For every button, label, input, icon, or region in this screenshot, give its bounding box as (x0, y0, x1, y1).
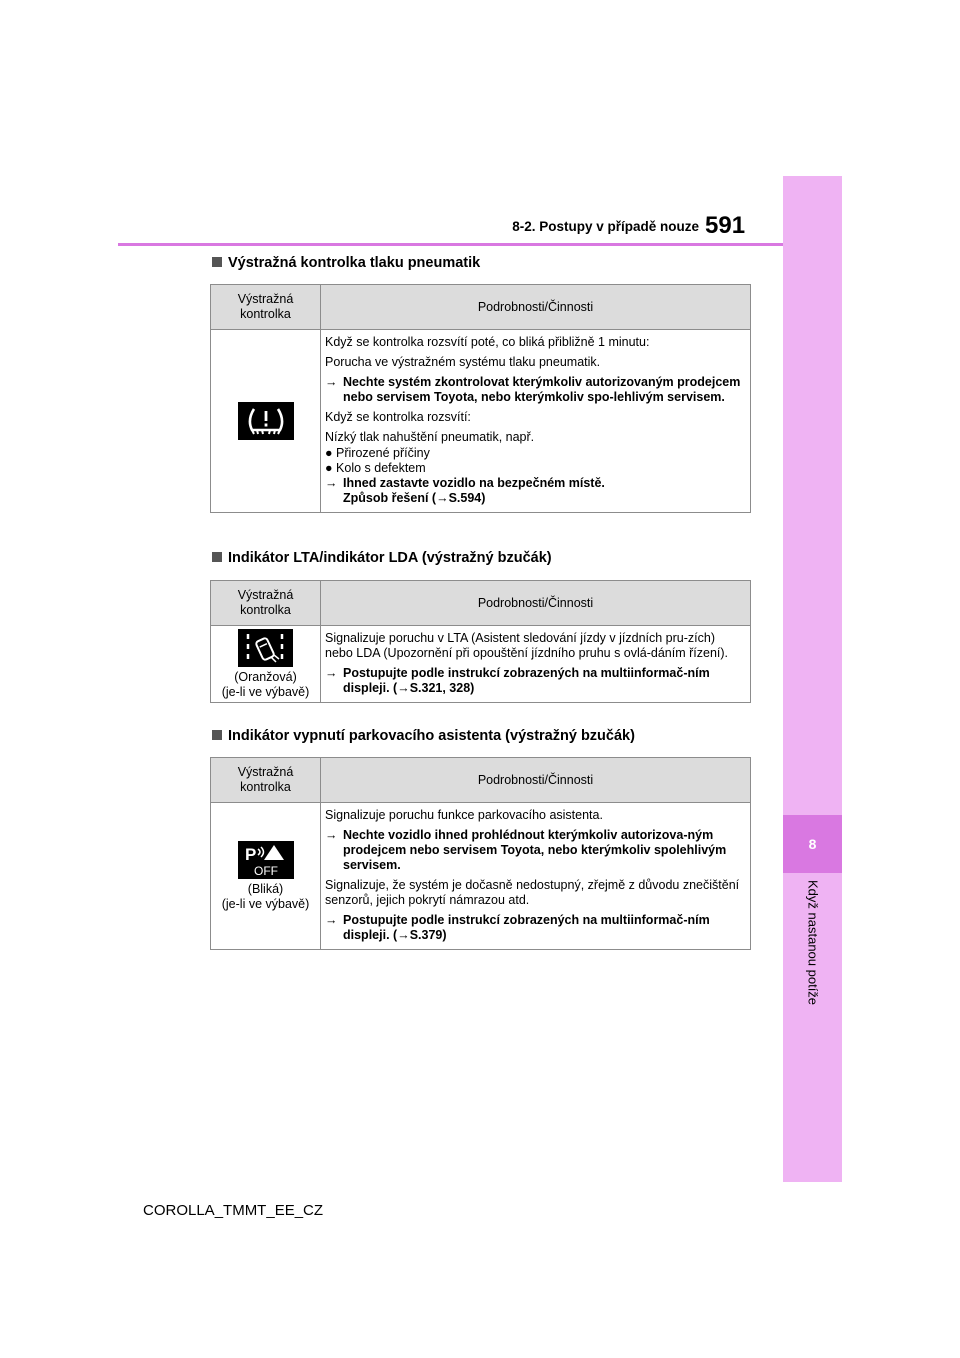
chapter-label-text: Když nastanou potíže (805, 880, 821, 1006)
table-header-row (211, 758, 751, 803)
table-row (211, 626, 751, 703)
table-header-row (211, 581, 751, 626)
action-text: → Nechte vozidlo ihned prohlédnout kterýmkoliv autorizova-ným prodejcem nebo servisem Toyota, nebo kterýmkoliv spolehlivým servisem. (325, 828, 727, 872)
table-row (211, 330, 751, 513)
off-label: OFF (253, 863, 278, 878)
arrow-right-icon: → (325, 913, 338, 927)
arrow-right-icon: → (325, 375, 338, 389)
chapter-label (770, 880, 856, 1030)
tire-pressure-warning-icon (238, 402, 294, 440)
table-header-row (211, 285, 751, 330)
parking-assist-off-icon (238, 841, 294, 879)
action-text: → Nechte systém zkontrolovat kterýmkoliv autorizovaným prodejcem nebo servisem Toyota, nebo kterýmkoliv spo-lehlivým servisem. (325, 375, 741, 404)
detail-text: Signalizuje, že systém je dočasně nedostupný, zřejmě z důvodu znečištění senzorů, jejich pokrytí námrazou atd. (325, 878, 740, 907)
arrow-right-icon: → (325, 666, 338, 680)
table-row (211, 803, 751, 950)
detail-text: Když se kontrolka rozsvítí poté, co bliká přibližně 1 minutu: (325, 335, 650, 349)
page-reference: S.379) (409, 928, 447, 942)
col-header-details: Podrobnosti/Činnosti (321, 758, 751, 803)
bullet-dot-icon: ● (325, 446, 337, 460)
col-header-indicator: Výstražná kontrolka (211, 285, 321, 330)
icon-caption-equipment: (je-li ve výbavě) (221, 684, 310, 699)
col-header-indicator: Výstražná kontrolka (211, 581, 321, 626)
arrow-right-icon: → (325, 828, 338, 842)
action-text: → Postupujte podle instrukcí zobrazených na multiinformač-ním displeji. (→S.379) (325, 913, 710, 942)
document-footer: COROLLA_TMMT_EE_CZ (143, 1202, 324, 1219)
icon-caption-state: (Bliká) (247, 881, 284, 896)
arrow-right-icon: → (397, 681, 410, 695)
arrow-right-icon: → (397, 928, 410, 942)
list-item: ● Přirozené příčiny (325, 446, 430, 460)
detail-text: Porucha ve výstražném systému tlaku pneumatik. (325, 355, 601, 369)
page-reference: S.594) (448, 491, 486, 505)
action-text: → Ihned zastavte vozidlo na bezpečném místě. Způsob řešení (→S.594) (325, 476, 605, 505)
square-bullet-icon (212, 552, 222, 562)
detail-text: Signalizuje poruchu funkce parkovacího asistenta. (325, 808, 603, 822)
page-number: 591 (705, 212, 746, 239)
col-header-details: Podrobnosti/Činnosti (321, 581, 751, 626)
lane-assist-table (210, 580, 751, 703)
arrow-right-icon: → (436, 491, 449, 505)
bullet-dot-icon: ● (325, 461, 337, 475)
col-header-indicator: Výstražná kontrolka (211, 758, 321, 803)
section-heading: 8-2. Postupy v případě nouze (512, 219, 699, 234)
section-title-tire-pressure: Výstražná kontrolka tlaku pneumatik (212, 255, 480, 271)
section-title-lane-assist: Indikátor LTA/indikátor LDA (výstražný bzučák) (212, 550, 552, 566)
col-header-details: Podrobnosti/Činnosti (321, 285, 751, 330)
icon-caption-equipment: (je-li ve výbavě) (221, 896, 310, 911)
action-text: → Postupujte podle instrukcí zobrazených na multiinformač-ním displeji. (→S.321, 328) (325, 666, 710, 695)
detail-text: Nízký tlak nahuštění pneumatik, např. (325, 430, 535, 444)
chapter-side-tab (783, 176, 842, 1182)
page-reference: S.321, 328) (409, 681, 475, 695)
detail-text: Signalizuje poruchu v LTA (Asistent sledování jízdy v jízdních pru-zích) nebo LDA (Upozornění při opouštění jízdního pruhu s ovlá-dáním řízení). (325, 631, 729, 660)
icon-caption-color: (Oranžová) (234, 669, 297, 684)
lane-assist-warning-icon (238, 629, 293, 667)
square-bullet-icon (212, 257, 222, 267)
parking-assist-table (210, 757, 751, 950)
svg-text:P: P (244, 844, 256, 864)
square-bullet-icon (212, 730, 222, 740)
arrow-right-icon: → (325, 476, 338, 490)
detail-text: Když se kontrolka rozsvítí: (325, 410, 471, 424)
header-divider (118, 243, 783, 246)
chapter-number: 8 (783, 815, 842, 873)
section-title-parking-assist: Indikátor vypnutí parkovacího asistenta (výstražný bzučák) (212, 728, 635, 744)
tire-pressure-table (210, 284, 751, 513)
list-item: ● Kolo s defektem (325, 461, 426, 475)
